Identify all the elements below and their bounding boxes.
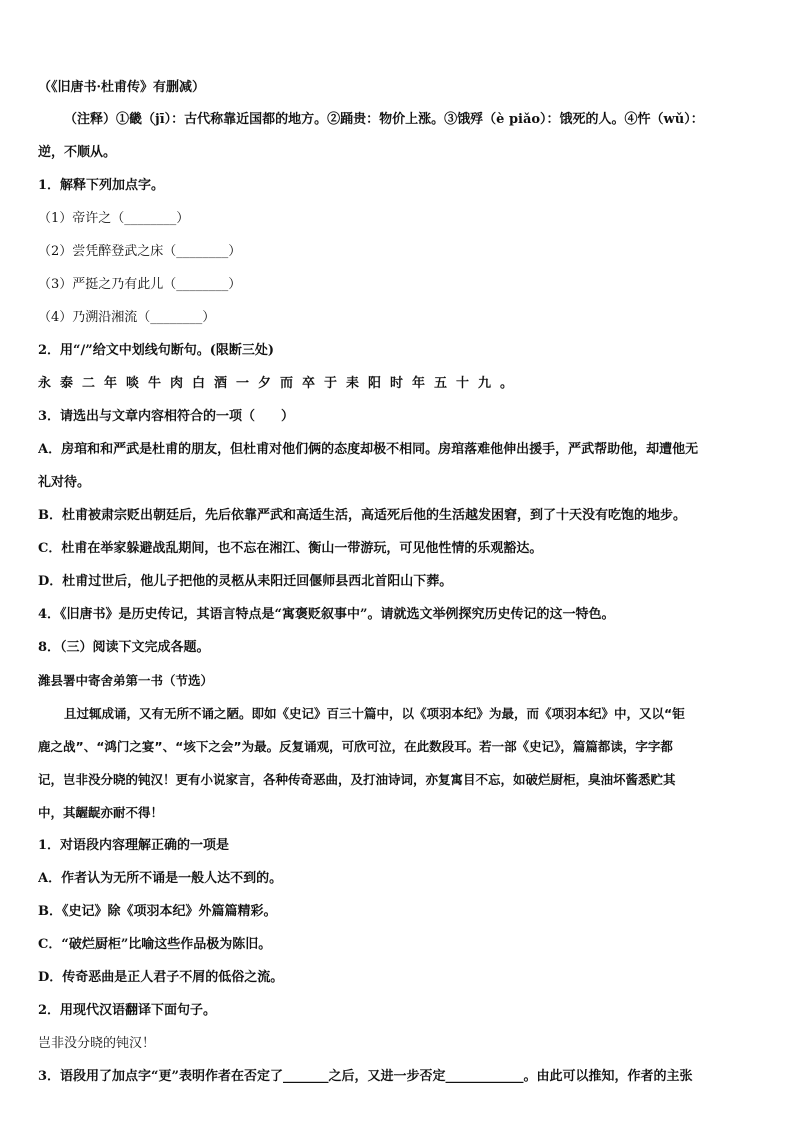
notes-line-2: 逆，不顺从。 (38, 145, 117, 160)
q3-option-b: B．杜甫被肃宗贬出朝廷后，先后依靠严武和高适生活，高适死后他的生活越发困窘，到了十天没有吃饱的地步。 (38, 508, 686, 523)
passage-line-2: 鹿之战”、“鸿门之宴”、“垓下之会”为最。反复诵观，可欣可泣，在此数段耳。若一部《史记》，篇篇都读，字字都 (38, 739, 673, 754)
s8-q3-text: 3．语段用了加点字“更”表明作者在否定了_______之后，又进一步否定____________。由此可以推知，作者的主张 (38, 1069, 693, 1084)
passage-title: 潍县署中寄舍弟第一书（节选） (38, 673, 214, 688)
s8-q2-title: 2．用现代汉语翻译下面句子。 (38, 1003, 217, 1018)
q1-item-3: （3）严挺之乃有此儿（________） (38, 277, 242, 292)
s8-q1-option-b: B．《史记》除《项羽本纪》外篇篇精彩。 (38, 904, 277, 919)
q3-title: 3．请选出与文章内容相符合的一项（ ） (38, 409, 295, 424)
q4-text: 4．《旧唐书》是历史传记，其语言特点是“寓褒贬叙事中”。请就选文举例探究历史传记的这一特色。 (38, 607, 615, 622)
notes-line-1: （注释）①畿（jī）：古代称靠近国都的地方。②踊贵：物价上涨。③饿殍（è piǎo）：饿死的人。④忤（wǔ）： (64, 112, 704, 127)
s8-q2-sentence: 岂非没分晓的钝汉！ (38, 1036, 156, 1051)
q1-item-1: （1）帝许之（________） (38, 211, 190, 226)
q1-item-4: （4）乃溯沿湘流（________） (38, 310, 216, 325)
passage-line-4: 中，其龌龊亦耐不得！ (38, 805, 164, 820)
s8-q1-title: 1．对语段内容理解正确的一项是 (38, 838, 230, 853)
s8-q1-option-c: C．“破烂厨柜”比喻这些作品极为陈旧。 (38, 937, 272, 952)
q3-option-a-line-2: 礼对待。 (38, 475, 91, 490)
source-line: （《旧唐书·杜甫传》有删减） (38, 80, 206, 95)
q3-option-d: D．杜甫过世后，他儿子把他的灵柩从耒阳迁回偃师县西北首阳山下葬。 (38, 574, 453, 589)
q2-text: 永泰二年啖牛肉白酒一夕而卒于耒阳时年五十九。 (38, 376, 523, 391)
passage-line-3: 记，岂非没分晓的钝汉！更有小说家言，各种传奇恶曲，及打油诗词，亦复寓目不忘，如破烂厨柜，臭油坏酱悉贮其 (38, 772, 676, 787)
q3-option-a-line-1: A．房琯和和严武是杜甫的朋友，但杜甫对他们俩的态度却极不相同。房琯落难他伸出援手，严武帮助他，却遭他无 (38, 442, 699, 457)
q1-title: 1．解释下列加点字。 (38, 178, 165, 193)
q2-title: 2．用“/”给文中划线句断句。(限断三处) (38, 343, 275, 358)
q1-item-2: （2）尝凭醉登武之床（________） (38, 244, 242, 259)
document-page (38, 78, 760, 1087)
s8-q1-option-d: D．传奇恶曲是正人君子不屑的低俗之流。 (38, 970, 284, 985)
passage-line-1: 且过辄成诵，又有无所不诵之陋。即如《史记》百三十篇中，以《项羽本纪》为最，而《项羽本纪》中，又以“钜 (64, 706, 685, 721)
s8-q1-option-a: A．作者认为无所不诵是一般人达不到的。 (38, 871, 283, 886)
section8-heading: 8．（三）阅读下文完成各题。 (38, 640, 210, 655)
q3-option-c: C．杜甫在举家躲避战乱期间，也不忘在湘江、衡山一带游玩，可见他性情的乐观豁达。 (38, 541, 543, 556)
